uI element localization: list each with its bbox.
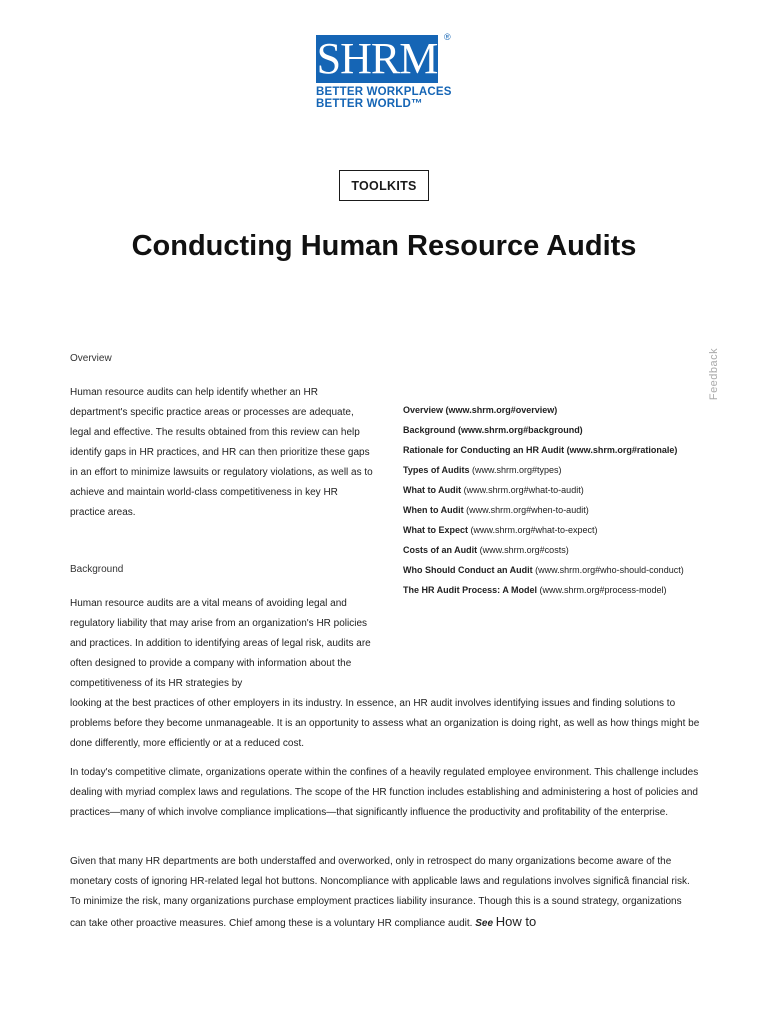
feedback-tab[interactable]: [700, 348, 728, 404]
background-heading: Background: [70, 564, 124, 575]
toc-item[interactable]: [403, 440, 693, 460]
see-text: See: [475, 918, 494, 929]
toc-item[interactable]: [403, 540, 693, 560]
toc-item-title: Overview (www.shrm.org#overview): [403, 405, 558, 415]
toc-item[interactable]: [403, 520, 693, 540]
paragraph-compliance: [70, 852, 700, 938]
shrm-logo[interactable]: [316, 32, 456, 110]
toc-item-url: (www.shrm.org#who-should-conduct): [532, 565, 684, 575]
toc-item[interactable]: [403, 400, 693, 420]
toc-item[interactable]: [403, 500, 693, 520]
background-paragraph-wide: looking at the best practices of other employers in its industry. In essence, an HR audit involves identifying issues and finding solutions to problems before they become unmanageable. It is an opportunity to assess what an organization is doing right, as well as how things might be done differently, more efficiently or at a reduced cost.: [70, 698, 700, 749]
toc-item-title: Types of Audits: [403, 465, 470, 475]
toc-item-url: (www.shrm.org#what-to-audit): [461, 485, 584, 495]
toc-item-title: What to Expect: [403, 525, 469, 535]
toc-item-url: (www.shrm.org#costs): [477, 545, 569, 555]
tagline-line2: BETTER WORLD™: [316, 98, 423, 110]
toc-item[interactable]: [403, 560, 693, 580]
toc-item-title: When to Audit: [403, 505, 464, 515]
paragraph-compliance-text: Given that many HR departments are both understaffed and overworked, only in retrospect do many organizations become aware of the monetary costs of ignoring HR-related legal hot buttons. Noncompliance with applicable laws and regulations involves significâ financial risk. To minimize the risk, many organizations purchase employment practices liability insurance. Though this is a sound strategy, organizations can take other proactive measures. Chief among these is a voluntary HR compliance audit.: [70, 856, 690, 929]
background-paragraph-narrow: Human resource audits are a vital means of avoiding legal and regulatory liability that may arise from an organization's HR policies and practices. In addition to identifying areas of legal risk, audits are often designed to provide a company with information about the competitiveness of its HR strategies by: [70, 598, 371, 689]
table-of-contents: [403, 400, 693, 600]
toc-item[interactable]: [403, 480, 693, 500]
toolkits-badge[interactable]: TOOLKITS: [339, 170, 429, 201]
toc-item-title: Background (www.shrm.org#background): [403, 425, 583, 435]
toc-item-url: (www.shrm.org#what-to-expect): [468, 525, 598, 535]
paragraph-climate: In today's competitive climate, organizations operate within the confines of a heavily regulated employee environment. This challenge includes dealing with myriad complex laws and regulations. The scope of the HR function includes establishing and administering a host of policies and practices—many of which involve compliance implications—that significantly influence the productivity and profitability of the enterprise.: [70, 767, 699, 818]
toc-item-url: (www.shrm.org#when-to-audit): [463, 505, 589, 515]
toc-item-title: Costs of an Audit: [403, 545, 478, 555]
toc-item-title: Who Should Conduct an Audit: [403, 565, 533, 575]
logo-text: SHRM: [316, 34, 438, 83]
how-to-link[interactable]: How to: [495, 914, 537, 929]
page-title: Conducting Human Resource Audits: [131, 230, 637, 262]
toc-item-title: Rationale for Conducting an HR Audit (www.shrm.org#rationale): [403, 445, 678, 455]
tagline-line1: BETTER WORKPLACES: [316, 86, 452, 98]
registered-mark: ®: [444, 32, 451, 42]
toc-item-title: The HR Audit Process: A Model: [403, 585, 538, 595]
overview-heading: Overview: [70, 353, 112, 364]
toc-item[interactable]: [403, 580, 693, 600]
toc-item[interactable]: [403, 460, 693, 480]
logo-mark: [316, 35, 438, 83]
toc-item-url: (www.shrm.org#types): [469, 465, 562, 475]
feedback-label: Feedback: [708, 347, 720, 401]
toc-item[interactable]: [403, 420, 693, 440]
toc-item-title: What to Audit: [403, 485, 462, 495]
overview-paragraph: Human resource audits can help identify whether an HR department's specific practice areas or processes are adequate, legal and effective. The results obtained from this review can help identify gaps in HR practices, and HR can then prioritize these gaps in an effort to minimize lawsuits or regulatory violations, as well as to achieve and maintain world-class competitiveness in key HR practice areas.: [70, 387, 373, 518]
toc-item-url: (www.shrm.org#process-model): [537, 585, 667, 595]
logo-tagline: [316, 86, 456, 110]
